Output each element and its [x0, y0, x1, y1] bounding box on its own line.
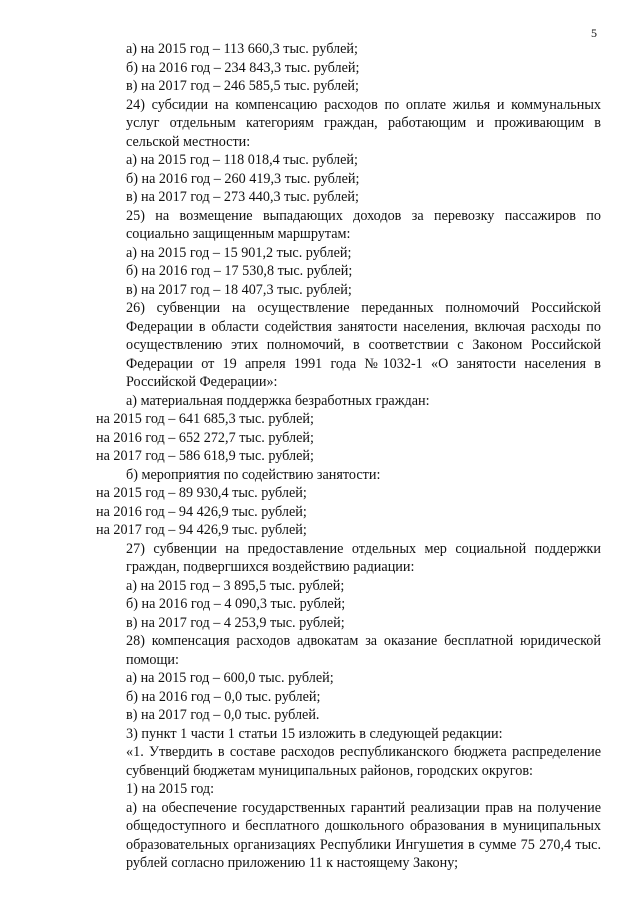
list-item: б) на 2016 год – 260 419,3 тыс. рублей;: [126, 170, 360, 187]
document-body: [96, 40, 601, 873]
list-item: б) на 2016 год – 234 843,3 тыс. рублей;: [126, 59, 360, 76]
list-item: а) материальная поддержка безработных граждан:: [126, 392, 430, 409]
list-item: в) на 2017 год – 246 585,5 тыс. рублей;: [126, 78, 359, 94]
paragraph-24: 24) субсидии на компенсацию расходов по оплате жилья и коммунальных услуг отдельным категориям граждан, работающим и проживающим в сельской местности:: [126, 96, 601, 150]
paragraph-28: 28) компенсация расходов адвокатам за оказание бесплатной юридической помощи:: [126, 633, 601, 668]
list-item: в) на 2017 год – 273 440,3 тыс. рублей;: [126, 189, 359, 205]
list-item: на 2015 год – 641 685,3 тыс. рублей;: [96, 411, 314, 427]
list-item: на 2016 год – 652 272,7 тыс. рублей;: [96, 429, 314, 446]
paragraph-26: 26) субвенции на осуществление переданных полномочий Российской Федерации в области содействия занятости населения, включая расходы по осуществлению этих полномочий, в соответствии с Законом Российской Федерации от 19 апреля 1991 года №1032-1 «О занятости населения в Российской Федерации»:: [126, 300, 601, 390]
list-item: 1) на 2015 год:: [126, 781, 215, 797]
quote-paragraph: «1. Утвердить в составе расходов республиканского бюджета распределение субвенций бюджетам муниципальных районов, городских округов:: [126, 744, 601, 779]
list-item: на 2016 год – 94 426,9 тыс. рублей;: [96, 503, 307, 520]
paragraph-a: а) на обеспечение государственных гарантий реализации прав на получение общедоступного и бесплатного дошкольного образования в муниципальных образовательных организациях Республики Ингушетия в сумме 75 270,4 тыс. рублей согласно приложению 11 к настоящему Закону;: [126, 799, 601, 871]
list-item: б) на 2016 год – 0,0 тыс. рублей;: [126, 688, 321, 705]
list-item: в) на 2017 год – 18 407,3 тыс. рублей;: [126, 281, 352, 298]
list-item: а) на 2015 год – 15 901,2 тыс. рублей;: [126, 244, 352, 261]
list-item: а) на 2015 год – 600,0 тыс. рублей;: [126, 670, 334, 686]
list-item: в) на 2017 год – 4 253,9 тыс. рублей;: [126, 614, 345, 631]
list-item: в) на 2017 год – 0,0 тыс. рублей.: [126, 707, 320, 723]
page-number: 5: [591, 26, 597, 40]
list-item: на 2017 год – 586 618,9 тыс. рублей;: [96, 448, 314, 464]
list-item: на 2015 год – 89 930,4 тыс. рублей;: [96, 485, 307, 501]
list-item: а) на 2015 год – 118 018,4 тыс. рублей;: [126, 152, 358, 168]
list-item: а) на 2015 год – 3 895,5 тыс. рублей;: [126, 577, 345, 594]
list-item: на 2017 год – 94 426,9 тыс. рублей;: [96, 522, 307, 538]
list-item: б) мероприятия по содействию занятости:: [126, 466, 381, 483]
list-item: б) на 2016 год – 4 090,3 тыс. рублей;: [126, 596, 346, 612]
list-item: б) на 2016 год – 17 530,8 тыс. рублей;: [126, 263, 353, 279]
paragraph-25: 25) на возмещение выпадающих доходов за перевозку пассажиров по социально защищенным маршрутам:: [126, 207, 601, 242]
paragraph-27: 27) субвенции на предоставление отдельных мер социальной поддержки граждан, подвергшихся воздействию радиации:: [126, 540, 601, 575]
amendment-line: 3) пункт 1 части 1 статьи 15 изложить в следующей редакции:: [126, 725, 503, 742]
list-item: а) на 2015 год – 113 660,3 тыс. рублей;: [126, 41, 358, 57]
